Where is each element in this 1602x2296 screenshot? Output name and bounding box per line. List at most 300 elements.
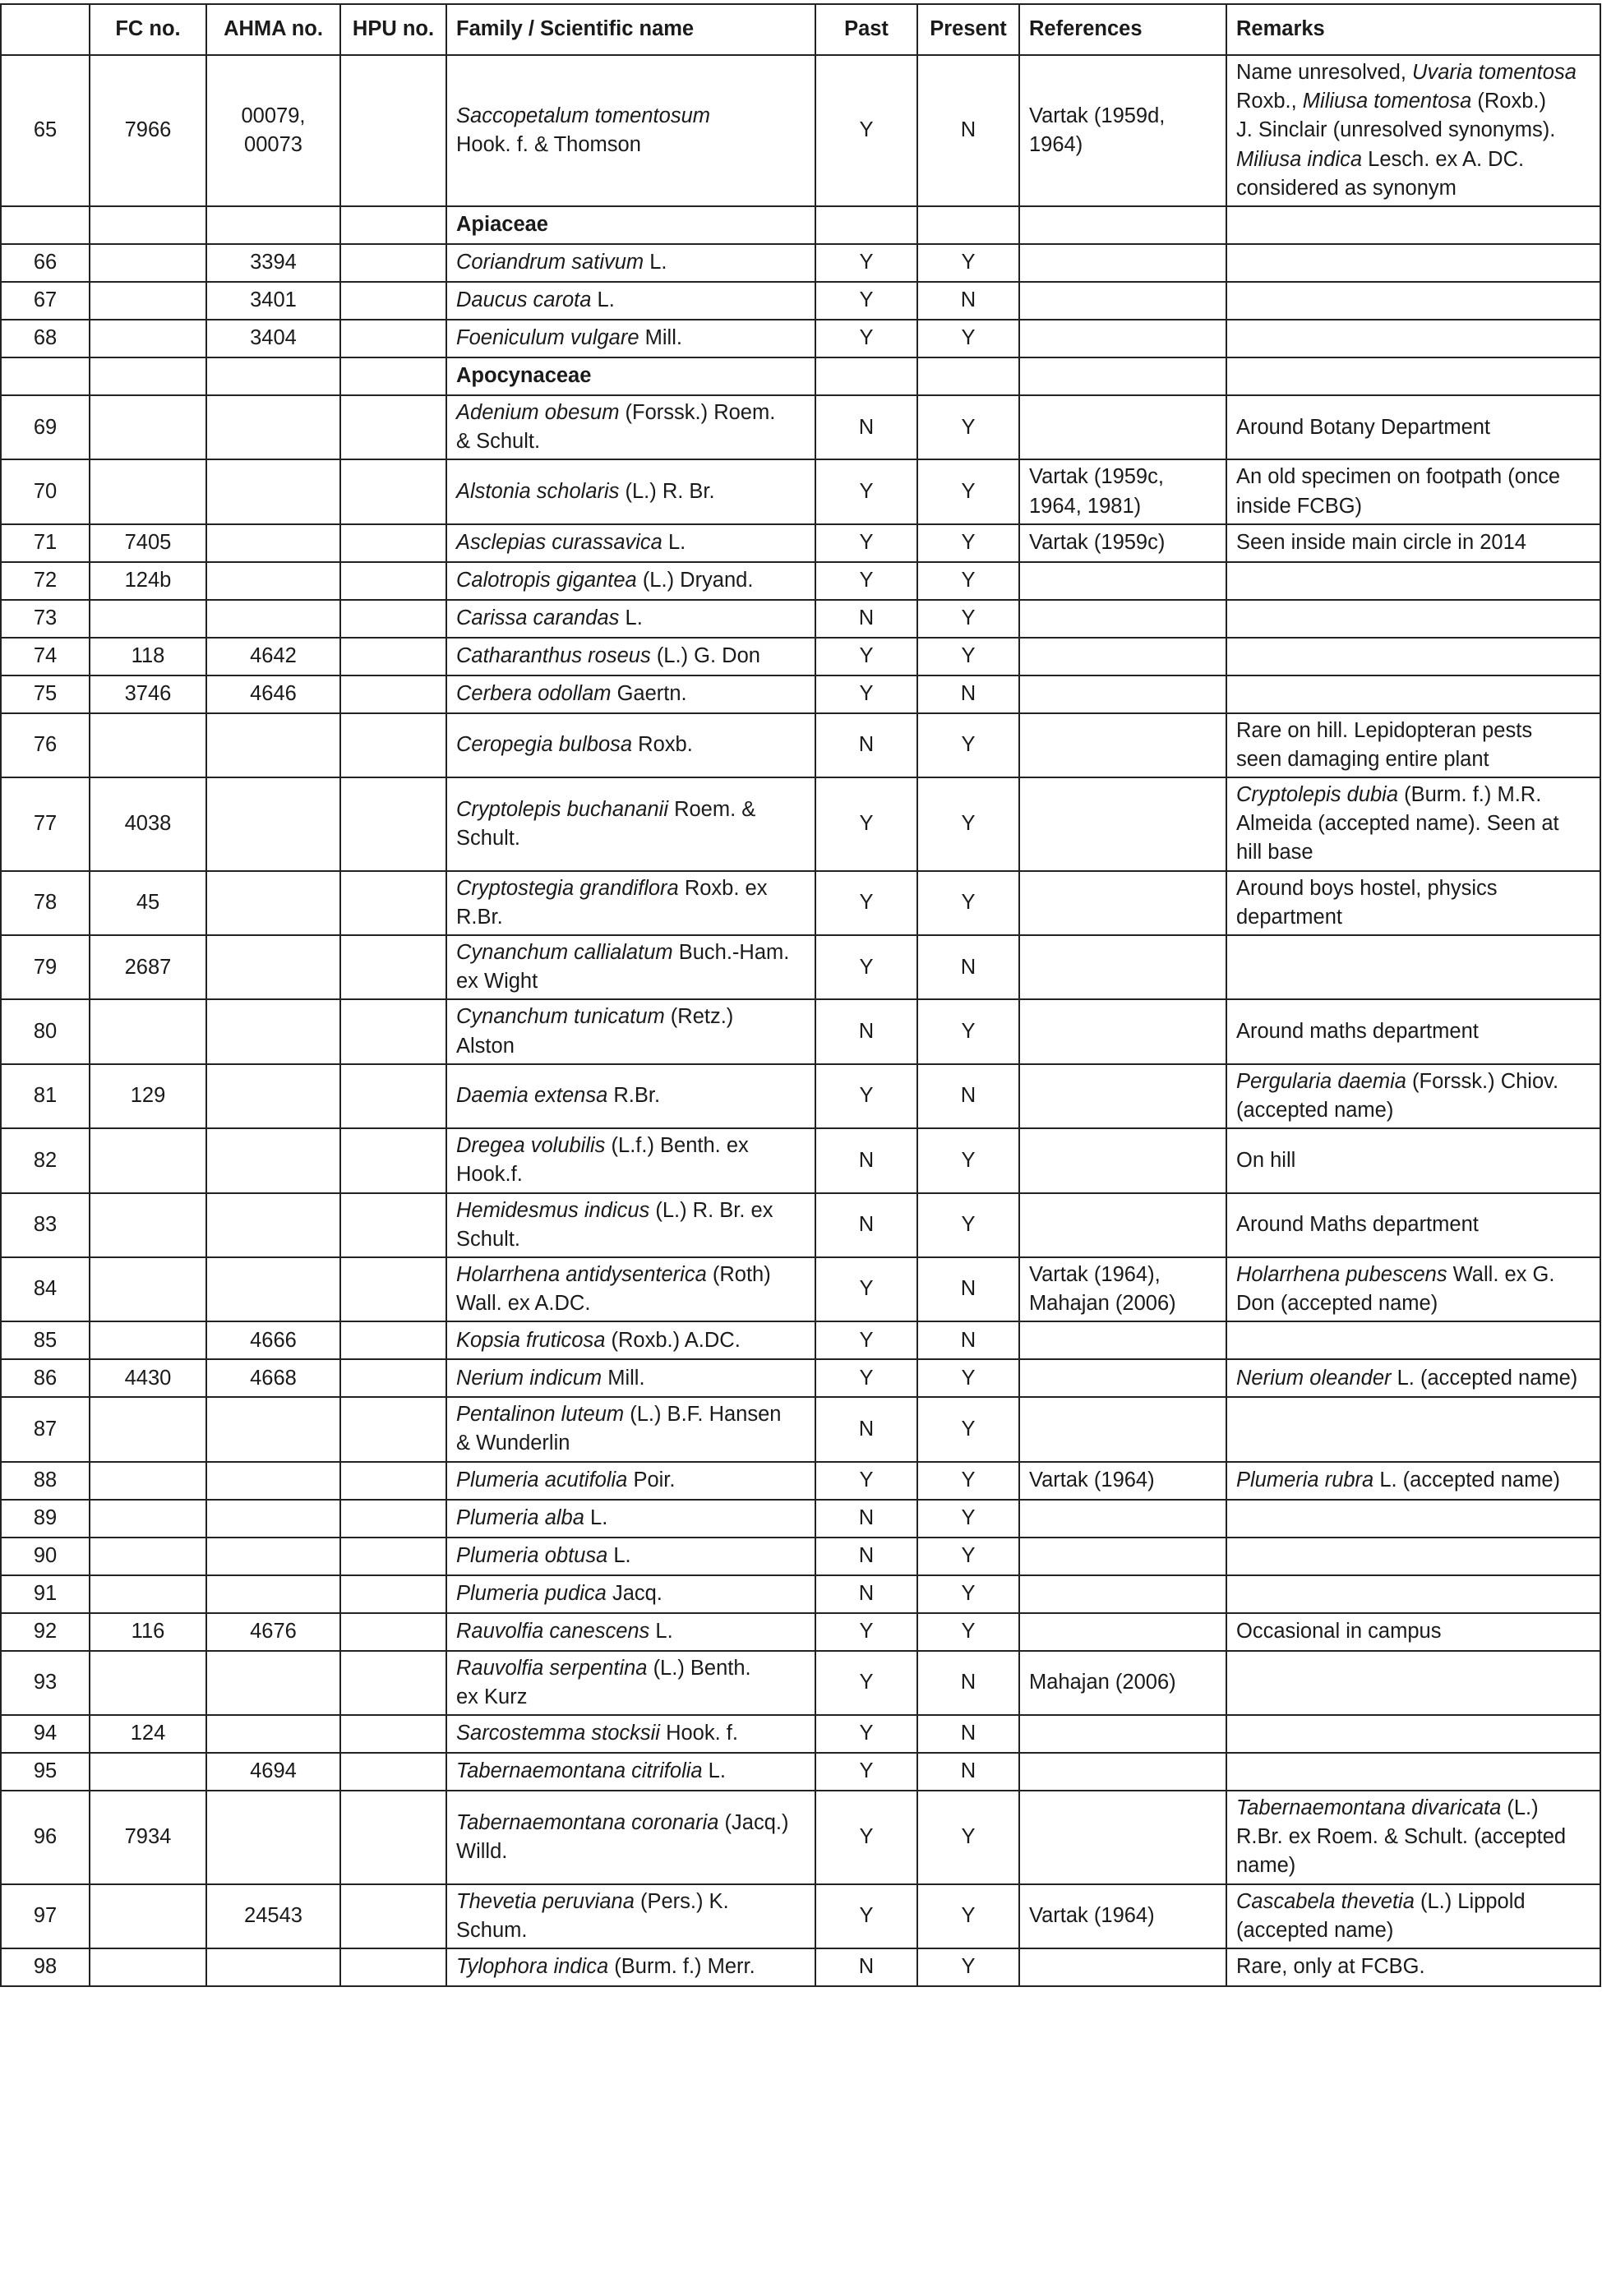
species-authority: Hook. f. — [659, 1722, 738, 1745]
cell-references — [1019, 675, 1226, 713]
cell-fc-no — [90, 244, 206, 282]
cell-hpu-no — [340, 999, 446, 1063]
species-name: Plumeria pudica — [456, 1582, 607, 1606]
cell-references — [1019, 244, 1226, 282]
cell-hpu-no — [340, 206, 446, 244]
cell-scientific-name — [446, 1128, 815, 1192]
remark-species-name: Holarrhena pubescens — [1236, 1262, 1447, 1286]
species-name: Plumeria obtusa — [456, 1544, 608, 1568]
species-row — [1, 1538, 1600, 1575]
cell-scientific-name — [446, 320, 815, 357]
cell-fc-no — [90, 320, 206, 357]
cell-ahma-no: 4694 — [206, 1753, 340, 1791]
species-name: Saccopetalum tomentosum — [456, 104, 710, 127]
cell-references — [1019, 1575, 1226, 1613]
cell-remarks: Cryptolepis dubia (Burm. f.) M.R. Almeida (accepted name). Seen at hill base — [1226, 777, 1600, 871]
cell-ahma-no: 3394 — [206, 244, 340, 282]
species-authority: (Jacq.) Willd. — [456, 1810, 789, 1863]
cell-present: Y — [917, 638, 1019, 675]
cell-scientific-name — [446, 638, 815, 675]
header-past: Past — [815, 4, 917, 55]
cell-number: 93 — [1, 1651, 90, 1715]
cell-number: 86 — [1, 1359, 90, 1397]
cell-remarks — [1226, 600, 1600, 638]
cell-hpu-no — [340, 1359, 446, 1397]
cell-number: 87 — [1, 1397, 90, 1461]
cell-scientific-name — [446, 395, 815, 459]
family-name: Apocynaceae — [446, 357, 815, 395]
species-row — [1, 1613, 1600, 1651]
cell-present: N — [917, 1257, 1019, 1321]
cell-remarks: Holarrhena pubescens Wall. ex G. Don (accepted name) — [1226, 1257, 1600, 1321]
cell-hpu-no — [340, 1500, 446, 1538]
cell-fc-no — [90, 1397, 206, 1461]
cell-ahma-no — [206, 871, 340, 935]
cell-ahma-no — [206, 1064, 340, 1128]
cell-ahma-no: 00079, 00073 — [206, 55, 340, 206]
cell-hpu-no — [340, 1791, 446, 1884]
species-table — [0, 3, 1601, 1987]
cell-hpu-no — [340, 935, 446, 999]
cell-present: Y — [917, 600, 1019, 638]
species-name: Ceropegia bulbosa — [456, 733, 633, 757]
cell-remarks — [1226, 1321, 1600, 1359]
cell-remarks — [1226, 1651, 1600, 1715]
cell-number: 72 — [1, 562, 90, 600]
species-authority: L. — [644, 251, 667, 274]
cell-scientific-name — [446, 1538, 815, 1575]
cell-ahma-no — [206, 459, 340, 523]
cell-past: N — [815, 1538, 917, 1575]
cell-past: Y — [815, 1257, 917, 1321]
cell-scientific-name — [446, 935, 815, 999]
species-row — [1, 638, 1600, 675]
cell-past: Y — [815, 562, 917, 600]
cell-scientific-name — [446, 1257, 815, 1321]
cell-number: 84 — [1, 1257, 90, 1321]
cell-fc-no — [90, 1193, 206, 1257]
cell-references — [1019, 871, 1226, 935]
cell-past: N — [815, 999, 917, 1063]
cell-hpu-no — [340, 1321, 446, 1359]
species-authority: Roem. & Schult. — [456, 797, 756, 850]
cell-scientific-name — [446, 562, 815, 600]
species-row — [1, 1257, 1600, 1321]
cell-present: Y — [917, 1538, 1019, 1575]
cell-remarks: Around boys hostel, physics department — [1226, 871, 1600, 935]
cell-hpu-no — [340, 459, 446, 523]
cell-fc-no: 129 — [90, 1064, 206, 1128]
remark-species-name: Uvaria tomentosa — [1412, 61, 1577, 84]
species-authority: L. — [619, 606, 643, 630]
cell-fc-no — [90, 1884, 206, 1948]
cell-number: 80 — [1, 999, 90, 1063]
species-authority: (Pers.) K. Schum. — [456, 1889, 729, 1942]
species-row — [1, 524, 1600, 562]
family-row — [1, 357, 1600, 395]
species-row — [1, 1193, 1600, 1257]
cell-fc-no — [90, 1753, 206, 1791]
cell-remarks: Rare on hill. Lepidopteran pests seen damaging entire plant — [1226, 713, 1600, 777]
cell-number: 73 — [1, 600, 90, 638]
species-name: Cryptostegia grandiflora — [456, 876, 679, 900]
cell-number: 90 — [1, 1538, 90, 1575]
cell-present: Y — [917, 1500, 1019, 1538]
cell-past: Y — [815, 638, 917, 675]
cell-number: 74 — [1, 638, 90, 675]
species-name: Adenium obesum — [456, 400, 620, 424]
cell-references: Vartak (1964), Mahajan (2006) — [1019, 1257, 1226, 1321]
cell-past: N — [815, 1193, 917, 1257]
cell-fc-no — [90, 1651, 206, 1715]
cell-remarks — [1226, 935, 1600, 999]
species-authority: (L.) Dryand. — [636, 569, 754, 592]
cell-references — [1019, 282, 1226, 320]
species-name: Nerium indicum — [456, 1366, 602, 1390]
cell-hpu-no — [340, 1613, 446, 1651]
cell-remarks — [1226, 1753, 1600, 1791]
cell-present: N — [917, 1753, 1019, 1791]
cell-number: 83 — [1, 1193, 90, 1257]
cell-past: Y — [815, 1651, 917, 1715]
cell-hpu-no — [340, 1538, 446, 1575]
cell-present: Y — [917, 777, 1019, 871]
cell-scientific-name — [446, 999, 815, 1063]
species-name: Asclepias curassavica — [456, 531, 662, 555]
cell-present: Y — [917, 1948, 1019, 1986]
cell-past: Y — [815, 777, 917, 871]
table-body — [1, 55, 1600, 1986]
cell-references — [1019, 1500, 1226, 1538]
species-name: Dregea volubilis — [456, 1134, 606, 1158]
cell-remarks: Nerium oleander L. (accepted name) — [1226, 1359, 1600, 1397]
cell-fc-no — [90, 395, 206, 459]
species-row — [1, 459, 1600, 523]
family-name: Apiaceae — [446, 206, 815, 244]
cell-remarks — [1226, 1715, 1600, 1753]
remark-species-name: Miliusa tomentosa — [1302, 90, 1472, 113]
species-name: Daemia extensa — [456, 1084, 608, 1108]
cell-hpu-no — [340, 1575, 446, 1613]
cell-remarks: Occasional in campus — [1226, 1613, 1600, 1651]
cell-remarks — [1226, 1575, 1600, 1613]
cell-fc-no: 124 — [90, 1715, 206, 1753]
cell-number: 77 — [1, 777, 90, 871]
species-authority: (Forssk.) Roem. & Schult. — [456, 400, 776, 454]
cell-present: Y — [917, 713, 1019, 777]
species-row — [1, 1753, 1600, 1791]
cell-past: Y — [815, 244, 917, 282]
cell-past: Y — [815, 282, 917, 320]
remark-species-name: Cascabela thevetia — [1236, 1889, 1415, 1913]
cell-fc-no — [90, 459, 206, 523]
cell-number: 67 — [1, 282, 90, 320]
cell-past: Y — [815, 1884, 917, 1948]
cell-past: Y — [815, 1715, 917, 1753]
species-name: Catharanthus roseus — [456, 644, 651, 668]
species-authority: R.Br. — [607, 1084, 661, 1108]
species-authority: (Roxb.) A.DC. — [605, 1328, 741, 1352]
species-row — [1, 1715, 1600, 1753]
cell-scientific-name — [446, 1575, 815, 1613]
cell-hpu-no — [340, 244, 446, 282]
species-row — [1, 1948, 1600, 1986]
cell-fc-no — [90, 1575, 206, 1613]
cell-hpu-no — [340, 675, 446, 713]
species-name: Sarcostemma stocksii — [456, 1722, 660, 1745]
species-authority: L. — [649, 1620, 673, 1644]
species-name: Cerbera odollam — [456, 682, 612, 706]
species-name: Thevetia peruviana — [456, 1889, 635, 1913]
cell-references — [1019, 777, 1226, 871]
cell-present: Y — [917, 524, 1019, 562]
cell-past: Y — [815, 55, 917, 206]
cell-scientific-name — [446, 1397, 815, 1461]
species-authority: Mill. — [602, 1366, 645, 1390]
cell-present: Y — [917, 1359, 1019, 1397]
cell-ahma-no — [206, 1651, 340, 1715]
species-row — [1, 1064, 1600, 1128]
cell-number: 65 — [1, 55, 90, 206]
cell-present: Y — [917, 244, 1019, 282]
cell-hpu-no — [340, 1462, 446, 1500]
cell-fc-no: 7405 — [90, 524, 206, 562]
cell-references — [1019, 600, 1226, 638]
cell-fc-no — [90, 1500, 206, 1538]
cell-ahma-no — [206, 1397, 340, 1461]
cell-hpu-no — [340, 1193, 446, 1257]
cell-hpu-no — [340, 562, 446, 600]
cell-ahma-no — [206, 600, 340, 638]
cell-scientific-name — [446, 1948, 815, 1986]
cell-ahma-no — [206, 1538, 340, 1575]
cell-scientific-name — [446, 1359, 815, 1397]
cell-remarks: Plumeria rubra L. (accepted name) — [1226, 1462, 1600, 1500]
cell-hpu-no — [340, 1884, 446, 1948]
cell-hpu-no — [340, 1257, 446, 1321]
cell-references — [1019, 1128, 1226, 1192]
species-authority: Mill. — [639, 326, 682, 350]
species-name: Tylophora indica — [456, 1955, 609, 1979]
cell-fc-no: 4430 — [90, 1359, 206, 1397]
cell-ahma-no — [206, 562, 340, 600]
cell-number: 97 — [1, 1884, 90, 1948]
cell-remarks — [1226, 1538, 1600, 1575]
cell-present: N — [917, 1715, 1019, 1753]
header-number — [1, 4, 90, 55]
cell-hpu-no — [340, 1128, 446, 1192]
cell-present: N — [917, 55, 1019, 206]
cell-present: Y — [917, 999, 1019, 1063]
cell-remarks: Seen inside main circle in 2014 — [1226, 524, 1600, 562]
species-authority: (L.) R. Br. — [619, 479, 715, 503]
cell-hpu-no — [340, 1948, 446, 1986]
cell-references — [1019, 999, 1226, 1063]
species-name: Hemidesmus indicus — [456, 1198, 650, 1222]
cell-past: N — [815, 600, 917, 638]
cell-past: N — [815, 395, 917, 459]
species-authority: L. — [607, 1544, 631, 1568]
cell-number: 91 — [1, 1575, 90, 1613]
cell-ahma-no — [206, 395, 340, 459]
cell-number: 98 — [1, 1948, 90, 1986]
header-scientific-name: Family / Scientific name — [446, 4, 815, 55]
cell-remarks: An old specimen on footpath (once inside FCBG) — [1226, 459, 1600, 523]
header-references: References — [1019, 4, 1226, 55]
species-authority: Jacq. — [606, 1582, 662, 1606]
cell-references: Vartak (1959c) — [1019, 524, 1226, 562]
cell-references — [1019, 1948, 1226, 1986]
remark-species-name: Tabernaemontana divaricata — [1236, 1796, 1502, 1819]
cell-scientific-name — [446, 1064, 815, 1128]
cell-number: 96 — [1, 1791, 90, 1884]
header-present: Present — [917, 4, 1019, 55]
cell-remarks: Cascabela thevetia (L.) Lippold (accepted name) — [1226, 1884, 1600, 1948]
remark-species-name: Pergularia daemia — [1236, 1069, 1406, 1093]
cell-references: Vartak (1964) — [1019, 1884, 1226, 1948]
species-authority: Poir. — [627, 1468, 676, 1492]
species-row — [1, 1397, 1600, 1461]
species-row — [1, 320, 1600, 357]
cell-ahma-no — [206, 524, 340, 562]
cell-references — [1019, 395, 1226, 459]
cell-hpu-no — [340, 600, 446, 638]
cell-present: N — [917, 1321, 1019, 1359]
cell-number: 76 — [1, 713, 90, 777]
species-authority: (Retz.) Alston — [456, 1005, 734, 1058]
cell-references: Mahajan (2006) — [1019, 1651, 1226, 1715]
cell-past — [815, 206, 917, 244]
remark-species-name: Cryptolepis dubia — [1236, 783, 1399, 807]
species-name: Plumeria acutifolia — [456, 1468, 628, 1492]
cell-references — [1019, 206, 1226, 244]
species-row — [1, 935, 1600, 999]
cell-past: N — [815, 713, 917, 777]
cell-present: Y — [917, 1884, 1019, 1948]
species-name: Alstonia scholaris — [456, 479, 620, 503]
cell-references — [1019, 1359, 1226, 1397]
cell-hpu-no — [340, 1753, 446, 1791]
cell-number: 88 — [1, 1462, 90, 1500]
cell-ahma-no — [206, 357, 340, 395]
species-name: Carissa carandas — [456, 606, 620, 630]
cell-scientific-name — [446, 675, 815, 713]
cell-number: 78 — [1, 871, 90, 935]
cell-ahma-no — [206, 1948, 340, 1986]
cell-scientific-name — [446, 1884, 815, 1948]
cell-scientific-name — [446, 282, 815, 320]
cell-past: Y — [815, 320, 917, 357]
cell-scientific-name — [446, 1462, 815, 1500]
cell-ahma-no: 4666 — [206, 1321, 340, 1359]
species-authority: Roxb. — [632, 733, 693, 757]
cell-number: 79 — [1, 935, 90, 999]
cell-past: Y — [815, 1321, 917, 1359]
cell-fc-no — [90, 713, 206, 777]
header-ahma-no: AHMA no. — [206, 4, 340, 55]
cell-scientific-name — [446, 459, 815, 523]
cell-ahma-no — [206, 206, 340, 244]
cell-fc-no — [90, 1462, 206, 1500]
cell-hpu-no — [340, 638, 446, 675]
species-row — [1, 1791, 1600, 1884]
species-authority: L. — [591, 288, 615, 312]
species-authority: Roxb. ex R.Br. — [456, 876, 768, 929]
cell-hpu-no — [340, 55, 446, 206]
cell-hpu-no — [340, 395, 446, 459]
cell-remarks — [1226, 675, 1600, 713]
cell-ahma-no — [206, 713, 340, 777]
cell-present: N — [917, 282, 1019, 320]
species-name: Rauvolfia canescens — [456, 1620, 650, 1644]
species-row — [1, 1651, 1600, 1715]
species-row — [1, 1462, 1600, 1500]
species-row — [1, 999, 1600, 1063]
cell-number: 75 — [1, 675, 90, 713]
cell-references — [1019, 1064, 1226, 1128]
species-row — [1, 600, 1600, 638]
species-authority: L. — [584, 1506, 608, 1530]
cell-ahma-no: 4646 — [206, 675, 340, 713]
cell-fc-no — [90, 1321, 206, 1359]
cell-references — [1019, 1538, 1226, 1575]
species-row — [1, 562, 1600, 600]
remark-species-name: Plumeria rubra — [1236, 1468, 1374, 1492]
cell-remarks: On hill — [1226, 1128, 1600, 1192]
cell-present: Y — [917, 1462, 1019, 1500]
cell-ahma-no: 4668 — [206, 1359, 340, 1397]
cell-references — [1019, 562, 1226, 600]
species-row — [1, 1500, 1600, 1538]
cell-scientific-name — [446, 1651, 815, 1715]
cell-number — [1, 357, 90, 395]
cell-present: Y — [917, 1613, 1019, 1651]
cell-past: Y — [815, 459, 917, 523]
species-authority: L. — [662, 531, 686, 555]
cell-past: Y — [815, 1791, 917, 1884]
cell-fc-no: 4038 — [90, 777, 206, 871]
cell-fc-no — [90, 357, 206, 395]
cell-hpu-no — [340, 777, 446, 871]
cell-number: 92 — [1, 1613, 90, 1651]
cell-past: N — [815, 1500, 917, 1538]
remark-species-name: Nerium oleander — [1236, 1366, 1392, 1390]
species-authority: (L.) Benth. ex Kurz — [456, 1656, 751, 1708]
cell-hpu-no — [340, 1715, 446, 1753]
cell-scientific-name — [446, 777, 815, 871]
cell-fc-no: 3746 — [90, 675, 206, 713]
cell-references — [1019, 1321, 1226, 1359]
cell-present: N — [917, 1064, 1019, 1128]
cell-hpu-no — [340, 1651, 446, 1715]
species-name: Coriandrum sativum — [456, 251, 644, 274]
cell-references — [1019, 357, 1226, 395]
cell-remarks — [1226, 206, 1600, 244]
species-authority: Hook. f. & Thomson — [456, 132, 641, 156]
cell-scientific-name — [446, 871, 815, 935]
species-name: Cynanchum tunicatum — [456, 1005, 665, 1029]
cell-ahma-no — [206, 1193, 340, 1257]
species-name: Holarrhena antidysenterica — [456, 1262, 707, 1286]
species-name: Rauvolfia serpentina — [456, 1656, 648, 1680]
cell-present: Y — [917, 1128, 1019, 1192]
cell-number: 82 — [1, 1128, 90, 1192]
cell-ahma-no — [206, 1128, 340, 1192]
cell-ahma-no — [206, 1257, 340, 1321]
cell-ahma-no — [206, 999, 340, 1063]
species-authority: (L.) G. Don — [650, 644, 760, 668]
cell-present — [917, 206, 1019, 244]
